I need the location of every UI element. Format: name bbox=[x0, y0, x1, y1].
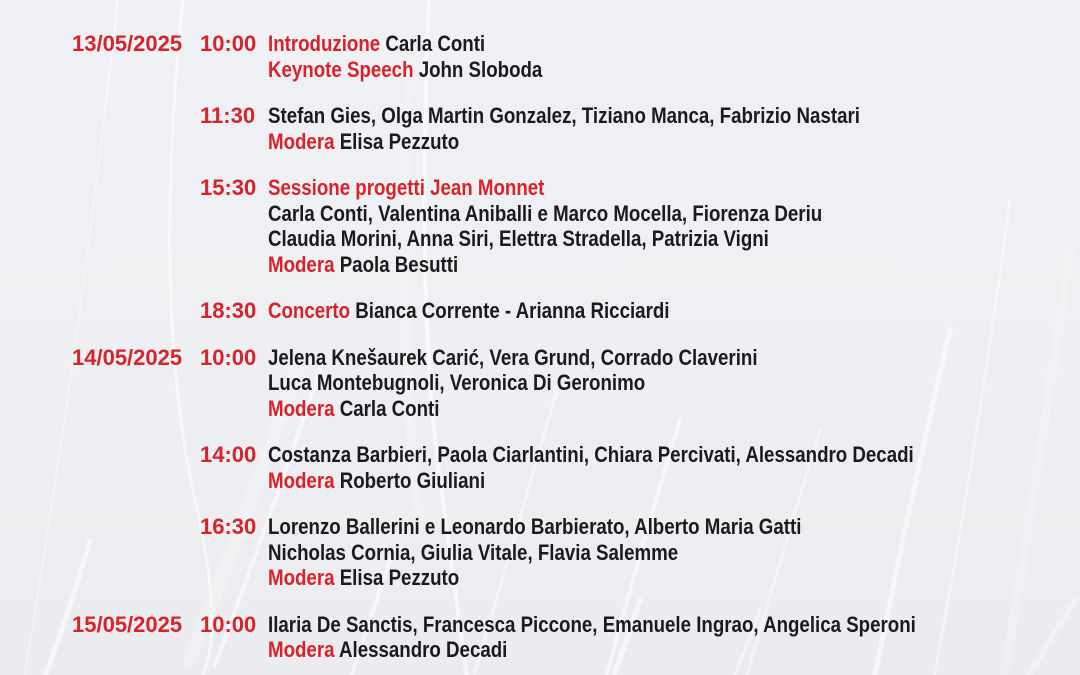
session-date: 13/05/2025 bbox=[72, 31, 183, 56]
moderator-label: Modera bbox=[268, 565, 340, 590]
session-title: Keynote Speech bbox=[268, 56, 419, 82]
session-line bbox=[268, 345, 958, 371]
speaker-names: Ilaria De Sanctis, Francesca Piccone, Emanuele Ingrao, Angelica Speroni bbox=[268, 611, 916, 637]
session-line bbox=[268, 396, 958, 422]
session-row bbox=[0, 31, 1080, 82]
session-time: 10:00 bbox=[200, 344, 257, 370]
moderator-name: Elisa Pezzuto bbox=[339, 128, 460, 154]
session-content bbox=[268, 514, 1080, 591]
moderator-label: Modera bbox=[268, 251, 340, 277]
session-row bbox=[0, 442, 1080, 493]
session-content bbox=[268, 31, 1080, 82]
moderator-name: Elisa Pezzuto bbox=[339, 565, 460, 590]
session-line bbox=[268, 540, 958, 566]
session-time: 14:00 bbox=[200, 442, 257, 467]
session-time: 10:00 bbox=[200, 611, 257, 637]
session-line bbox=[268, 103, 958, 129]
moderator-name: Alessandro Decadi bbox=[339, 637, 508, 662]
speaker-names: John Sloboda bbox=[418, 56, 543, 82]
speaker-names: Carla Conti, Valentina Aniballi e Marco Mocella, Fiorenza Deriu bbox=[268, 200, 823, 226]
moderator-label: Modera bbox=[268, 395, 340, 421]
speaker-names: Nicholas Cornia, Giulia Vitale, Flavia Salemme bbox=[268, 539, 679, 565]
speaker-names: Bianca Corrente - Arianna Ricciardi bbox=[355, 298, 670, 323]
session-row bbox=[0, 103, 1080, 154]
session-line bbox=[268, 442, 958, 468]
session-time: 18:30 bbox=[200, 298, 257, 323]
session-line bbox=[268, 468, 958, 494]
moderator-label: Modera bbox=[268, 128, 340, 154]
session-content bbox=[268, 612, 1080, 663]
session-line bbox=[268, 31, 958, 57]
moderator-name: Roberto Giuliani bbox=[339, 467, 486, 493]
moderator-name: Paola Besutti bbox=[339, 251, 459, 277]
session-line bbox=[268, 201, 958, 227]
session-content bbox=[268, 298, 1080, 324]
session-line bbox=[268, 565, 958, 591]
session-time: 10:00 bbox=[200, 31, 257, 56]
session-line bbox=[268, 226, 958, 252]
speaker-names: Luca Montebugnoli, Veronica Di Geronimo bbox=[268, 370, 646, 395]
moderator-label: Modera bbox=[268, 467, 340, 493]
session-line bbox=[268, 637, 958, 663]
session-line bbox=[268, 298, 958, 324]
session-content bbox=[268, 103, 1080, 154]
session-row bbox=[0, 175, 1080, 277]
session-time: 11:30 bbox=[200, 103, 256, 128]
session-content bbox=[268, 175, 1080, 277]
moderator-name: Carla Conti bbox=[339, 395, 440, 421]
session-line bbox=[268, 514, 958, 540]
session-title: Concerto bbox=[268, 298, 356, 323]
session-line bbox=[268, 175, 958, 201]
moderator-label: Modera bbox=[268, 637, 340, 662]
session-line bbox=[268, 57, 958, 83]
session-date: 14/05/2025 bbox=[72, 344, 183, 370]
session-row bbox=[0, 514, 1080, 591]
session-line bbox=[268, 252, 958, 278]
session-content bbox=[268, 345, 1080, 422]
session-time: 15:30 bbox=[200, 175, 257, 200]
session-row bbox=[0, 298, 1080, 324]
session-title: Sessione progetti Jean Monnet bbox=[268, 175, 545, 200]
session-title: Introduzione bbox=[268, 31, 386, 56]
speaker-names: Carla Conti bbox=[385, 31, 486, 56]
speaker-names: Lorenzo Ballerini e Leonardo Barbierato, Alberto Maria Gatti bbox=[268, 514, 802, 539]
session-line bbox=[268, 612, 958, 638]
session-line bbox=[268, 129, 958, 155]
speaker-names: Stefan Gies, Olga Martin Gonzalez, Tiziano Manca, Fabrizio Nastari bbox=[268, 103, 860, 128]
session-row bbox=[0, 612, 1080, 663]
speaker-names: Costanza Barbieri, Paola Ciarlantini, Chiara Percivati, Alessandro Decadi bbox=[268, 442, 914, 467]
session-line bbox=[268, 370, 958, 396]
session-date: 15/05/2025 bbox=[72, 611, 183, 637]
session-time: 16:30 bbox=[200, 514, 257, 539]
speaker-names: Jelena Knešaurek Carić, Vera Grund, Corrado Claverini bbox=[268, 344, 758, 370]
session-row bbox=[0, 345, 1080, 422]
speaker-names: Claudia Morini, Anna Siri, Elettra Stradella, Patrizia Vigni bbox=[268, 226, 769, 251]
session-content bbox=[268, 442, 1080, 493]
